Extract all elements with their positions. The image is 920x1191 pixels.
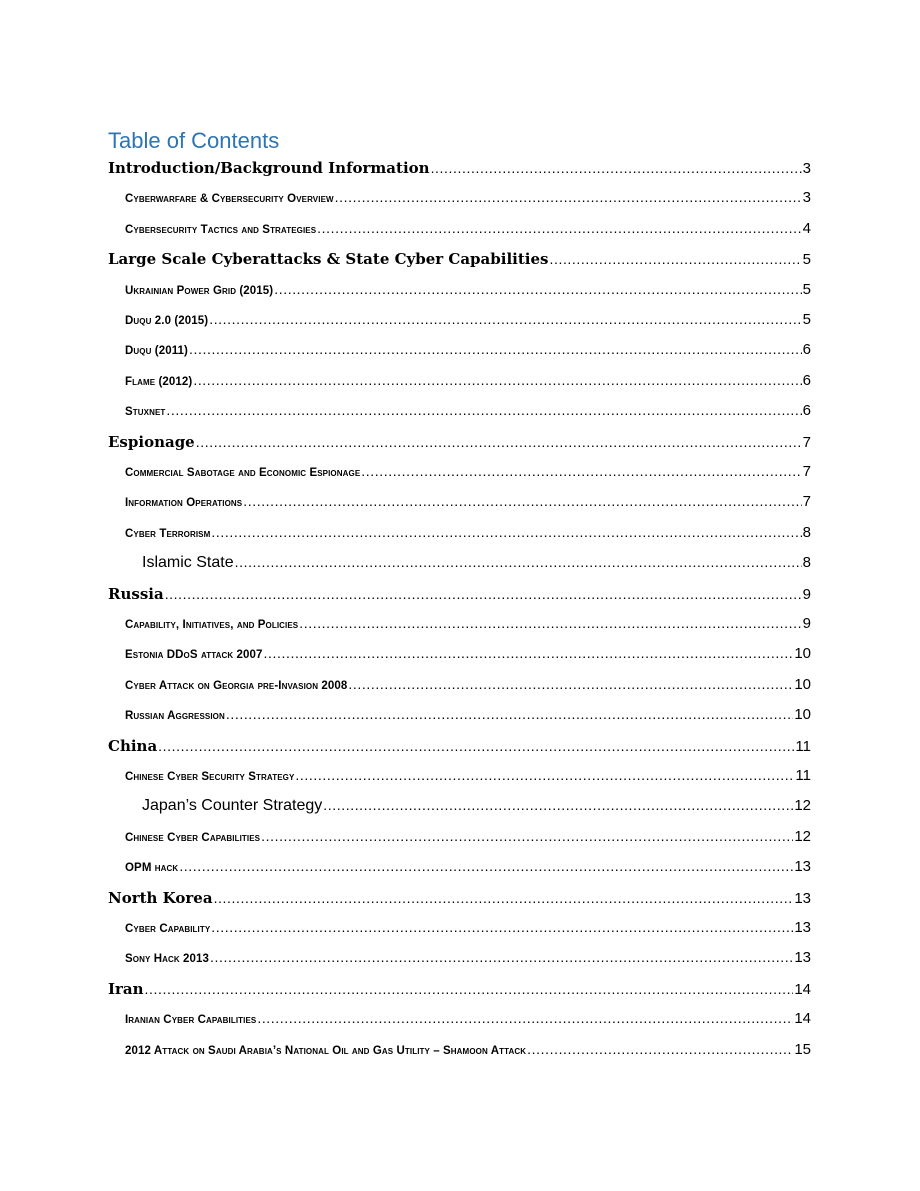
toc-entry-level3[interactable]	[142, 797, 811, 817]
toc-dot-leader	[145, 981, 794, 997]
toc-entry-title: Large Scale Cyberattacks & State Cyber Capabilities	[108, 250, 549, 269]
toc-entry-title: Stuxnet	[125, 406, 166, 419]
toc-page-number: 4	[802, 219, 811, 237]
toc-entry-level2[interactable]	[125, 1010, 811, 1030]
toc-entry-level2[interactable]	[125, 524, 811, 544]
toc-entry-title: Commercial Sabotage and Economic Espionage	[125, 467, 361, 479]
toc-entry-title: OPM hack	[125, 862, 179, 875]
toc-page-number: 5	[802, 311, 811, 328]
toc-page-number: 6	[802, 371, 811, 389]
toc-dot-leader	[166, 402, 801, 418]
toc-dot-leader	[235, 554, 802, 570]
toc-entry-level1[interactable]	[108, 159, 811, 179]
toc-entry-level2[interactable]	[125, 858, 811, 878]
toc-page-number: 13	[794, 949, 811, 967]
toc-page-number: 7	[802, 463, 811, 480]
toc-dot-leader	[214, 890, 794, 906]
toc-page-number: 6	[802, 402, 811, 420]
toc-page-number: 9	[802, 615, 811, 632]
toc-entry-level2[interactable]	[125, 493, 811, 513]
toc-entry-level2[interactable]	[125, 189, 811, 209]
toc-entry-title: Flame (2012)	[125, 375, 193, 388]
toc-entry-level2[interactable]	[125, 949, 811, 969]
toc-page-number: 13	[794, 889, 811, 907]
toc-dot-leader	[257, 1010, 793, 1026]
toc-dot-leader	[211, 919, 793, 935]
toc-page-number: 12	[794, 797, 811, 815]
toc-entry-level2[interactable]	[125, 676, 811, 696]
toc-entry-level2[interactable]	[125, 828, 811, 848]
toc-entry-title: Japan’s Counter Strategy	[142, 797, 323, 815]
toc-entry-level2[interactable]	[125, 645, 811, 665]
toc-entry-title: North Korea	[108, 888, 213, 907]
toc-title: Table of Contents	[108, 128, 280, 153]
toc-entry-level1[interactable]	[108, 980, 811, 1000]
toc-entry-level1[interactable]	[108, 433, 811, 453]
toc-dot-leader	[264, 645, 794, 661]
toc-dot-leader	[299, 615, 801, 631]
toc-page-number: 8	[802, 523, 811, 541]
toc-entry-title: Information Operations	[125, 497, 243, 510]
toc-dot-leader	[335, 189, 802, 205]
toc-entry-title: Islamic State	[142, 554, 234, 572]
toc-entry-level2[interactable]	[125, 1041, 811, 1061]
toc-entry-title: Sony Hack 2013	[125, 953, 210, 966]
toc-dot-leader	[549, 251, 801, 267]
toc-page-number: 3	[802, 160, 811, 177]
toc-dot-leader	[274, 281, 801, 297]
toc-entry-title: Cyber Terrorism	[125, 527, 211, 540]
toc-entry-level1[interactable]	[108, 737, 811, 757]
toc-page-number: 9	[802, 585, 811, 603]
toc-entry-level2[interactable]	[125, 615, 811, 635]
toc-page-number: 15	[794, 1040, 811, 1058]
toc-page-number: 11	[795, 737, 811, 755]
toc-dot-leader	[317, 220, 801, 236]
toc-page-number: 12	[794, 827, 811, 845]
toc-entry-title: Cyber Attack on Georgia pre-Invasion 2008	[125, 679, 348, 692]
toc-entry-level1[interactable]	[108, 250, 811, 270]
toc-entry-level2[interactable]	[125, 402, 811, 422]
toc-dot-leader	[179, 858, 793, 874]
toc-entry-level2[interactable]	[125, 919, 811, 939]
toc-page-number: 10	[794, 645, 811, 663]
toc-dot-leader	[158, 738, 794, 754]
toc-entry-title: Cyber Capability	[125, 923, 211, 935]
toc-dot-leader	[527, 1041, 793, 1057]
toc-dot-leader	[209, 311, 801, 327]
toc-entry-title: Duqu 2.0 (2015)	[125, 315, 209, 327]
toc-page-number: 10	[794, 706, 811, 724]
toc-entry-title: Cyberwarfare & Cybersecurity Overview	[125, 193, 334, 206]
toc-entry-title: 2012 Attack on Saudi Arabia’s National Oil and Gas Utility – Shamoon Attack	[125, 1044, 527, 1057]
toc-dot-leader	[261, 828, 793, 844]
toc-entry-level2[interactable]	[125, 311, 811, 331]
toc-page-number: 5	[802, 280, 811, 298]
toc-page-number: 13	[794, 858, 811, 876]
toc-entry-title: Capability, Initiatives, and Policies	[125, 619, 299, 631]
toc-entry-level1[interactable]	[108, 585, 811, 605]
toc-entry-title: Cybersecurity Tactics and Strategies	[125, 223, 317, 236]
toc-entry-title: Iran	[108, 979, 144, 998]
toc-dot-leader	[243, 493, 801, 509]
toc-page-number: 7	[802, 433, 811, 451]
toc-entry-level2[interactable]	[125, 706, 811, 726]
toc-page-number: 8	[802, 554, 811, 572]
toc-page-number: 10	[794, 675, 811, 693]
toc-page-number: 11	[795, 767, 811, 784]
toc-page-number: 3	[802, 189, 811, 207]
toc-entry-title: Chinese Cyber Capabilities	[125, 831, 261, 844]
toc-entry-level2[interactable]	[125, 341, 811, 361]
toc-dot-leader	[431, 160, 802, 176]
toc-dot-leader	[295, 767, 794, 783]
toc-dot-leader	[210, 949, 793, 965]
toc-entry-level2[interactable]	[125, 372, 811, 392]
toc-dot-leader	[348, 676, 793, 692]
toc-entry-level2[interactable]	[125, 281, 811, 301]
toc-dot-leader	[226, 706, 793, 722]
toc-entry-title: Duqu (2011)	[125, 345, 188, 358]
toc-entry-title: Russian Aggression	[125, 710, 225, 723]
toc-entry-title: Estonia DDoS attack 2007	[125, 649, 263, 662]
toc-entry-level1[interactable]	[108, 889, 811, 909]
toc-page-number: 14	[794, 1010, 811, 1028]
toc-entry-title: Russia	[108, 584, 164, 603]
toc-entry-title: Chinese Cyber Security Strategy	[125, 771, 295, 783]
toc-dot-leader	[193, 372, 801, 388]
toc-page-number: 7	[802, 493, 811, 511]
toc-dot-leader	[361, 463, 801, 479]
toc-dot-leader	[323, 797, 793, 813]
toc-page-number: 6	[802, 341, 811, 359]
toc-dot-leader	[211, 524, 801, 540]
toc-entry-title: Introduction/Background Information	[108, 159, 430, 177]
toc-entry-title: China	[108, 736, 158, 755]
toc-entry-level2[interactable]	[125, 767, 811, 787]
toc-page-number: 14	[794, 980, 811, 998]
toc-entry-level3[interactable]	[142, 554, 811, 574]
toc-dot-leader	[165, 586, 802, 602]
toc-page-number: 13	[794, 919, 811, 936]
toc-dot-leader	[189, 341, 802, 357]
toc-entry-title: Iranian Cyber Capabilities	[125, 1014, 257, 1027]
toc-entry-level2[interactable]	[125, 463, 811, 483]
toc-entry-title: Espionage	[108, 432, 195, 451]
toc-entry-title: Ukrainian Power Grid (2015)	[125, 284, 274, 297]
toc-dot-leader	[196, 434, 802, 450]
toc-entry-level2[interactable]	[125, 220, 811, 240]
toc-page-number: 5	[802, 251, 811, 269]
